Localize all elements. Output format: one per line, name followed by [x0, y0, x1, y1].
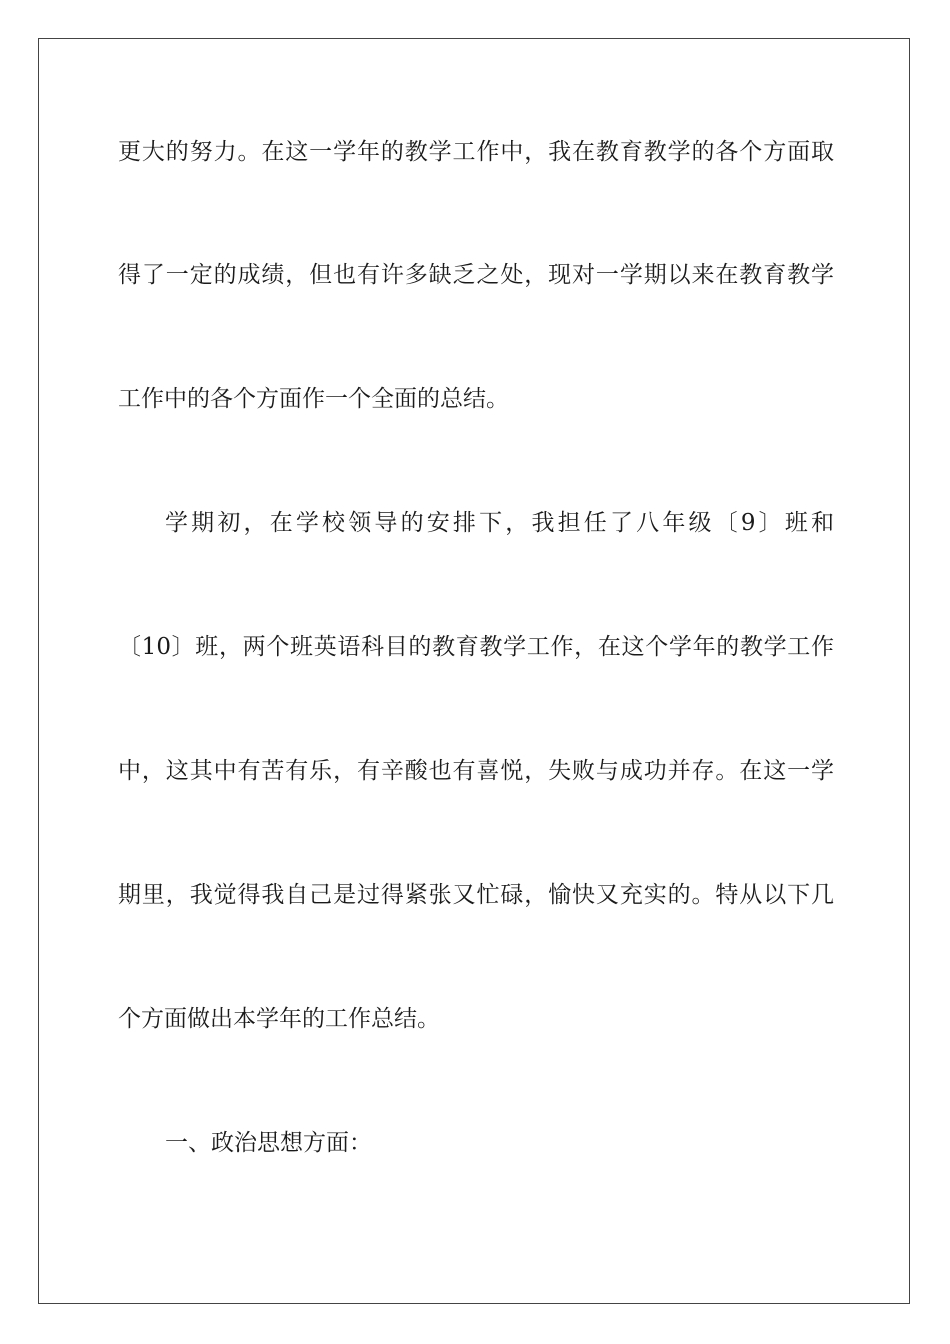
paragraph-1-line-3: 工作中的各个方面作一个全面的总结。: [118, 386, 509, 412]
paragraph-2-line-4: 期里，我觉得我自己是过得紧张又忙碌，愉快又充实的。特从以下几: [118, 882, 834, 908]
page-border: [38, 38, 910, 1304]
paragraph-2-line-3: 中，这其中有苦有乐，有辛酸也有喜悦，失败与成功并存。在这一学: [118, 758, 834, 784]
paragraph-2-line-5: 个方面做出本学年的工作总结。: [118, 1006, 440, 1032]
paragraph-1-line-1: 更大的努力。在这一学年的教学工作中，我在教育教学的各个方面取: [118, 139, 834, 165]
section-heading-politics: 一、政治思想方面：: [165, 1130, 372, 1156]
paragraph-1-line-2: 得了一定的成绩，但也有许多缺乏之处，现对一学期以来在教育教学: [118, 262, 834, 288]
paragraph-2-line-1: 学期初，在学校领导的安排下，我担任了八年级〔9〕班和: [165, 510, 834, 536]
paragraph-2-line-2: 〔10〕班，两个班英语科目的教育教学工作，在这个学年的教学工作: [118, 634, 834, 660]
